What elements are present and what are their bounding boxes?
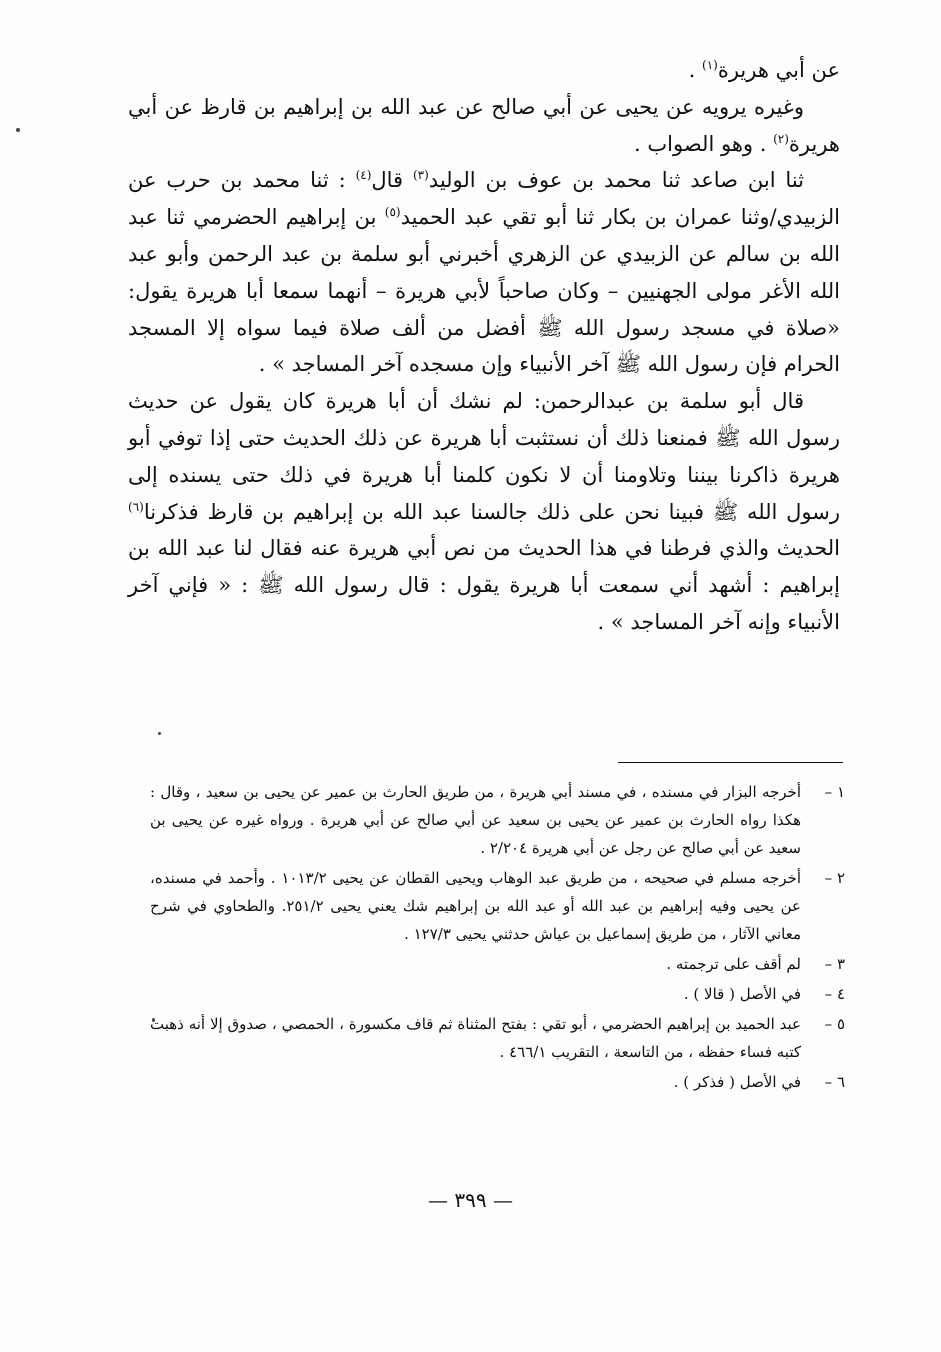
footnote-item [150, 1010, 845, 1066]
footnote-number: ٦ – [824, 1073, 845, 1091]
main-text [128, 52, 840, 641]
paragraph-text: الحديث والذي فرطنا في هذا الحديث من نص أبي هريرة عنه فقال لنا عبد الله بن إبراهيم : أشهد أني سمعت أبا هريرة يقول : قال رسول الله ﷺ : « فإني آخر الأنبياء وإنه آخر المساجد » . [128, 536, 840, 634]
paragraph [128, 162, 840, 383]
footnote-reference: (٦) [128, 499, 144, 514]
footnote-text: في الأصل ( فذكر ) . [673, 1073, 801, 1091]
footnote-number: ٢ – [824, 869, 845, 887]
footnote-text: أخرجه البزار في مسنده ، في مسند أبي هريرة ، من طريق الحارث بن عمير عن يحيى بن سعيد ، وقال : هكذا رواه الحارث بن عمير عن يحيى بن سعيد عن أبي صالح عن أبي هريرة . ورواه غيره عن يحيى بن سعيد عن أبي صالح عن رجل عن أبي هريرة ٢/٢٠٤ . [150, 783, 801, 857]
paragraph-text: . وهو الصواب . [634, 131, 774, 156]
footnote-item [150, 980, 845, 1008]
page-number: — ٣٩٩ — [428, 1188, 513, 1212]
paragraph-text: ثنا ابن صاعد ثنا محمد بن عوف بن الوليد [428, 168, 805, 193]
footnote-text: عبد الحميد بن إبراهيم الحضرمي ، أبو تقي : بفتح المثناة ثم قاف مكسورة ، الحمصي ، صدوق إلا أنه ذهبت كتبه فساء حفظه ، من التاسعة ، التقريب ٤٦٦/١ . [150, 1015, 801, 1061]
footnote-reference: (١) [702, 58, 718, 72]
paragraph [128, 383, 840, 641]
paragraph-text: عن أبي هريرة [717, 58, 840, 82]
footnote-number: ٣ – [824, 955, 845, 973]
footnote-item [150, 778, 845, 862]
scan-speck [158, 732, 161, 735]
footnote-item [150, 864, 845, 948]
footnote-reference: (٤) [355, 168, 372, 183]
paragraph-text: قال أبو سلمة بن عبدالرحمن: لم نشك أن أبا هريرة كان يقول عن حديث رسول الله ﷺ فمنعنا ذلك أن نستثبت أبا هريرة عن ذلك الحديث حتى إذا توفي أبو هريرة ذاكرنا بيننا وتلاومنا أن لا نكون كلمنا أبا هريرة في ذلك حتى يسنده إلى رسول الله ﷺ فبينا نحن على ذلك جالسنا عبد الله بن إبراهيم بن قارظ فذكرنا [128, 389, 840, 524]
footnote-item [150, 950, 845, 978]
paragraph-text: بن إبراهيم الحضرمي ثنا عبد الله بن سالم عن الزبيدي عن الزهري أخبرني أبو سلمة بن عبد الرحمن وأبو عبد الله الأغر مولى الجهنيين – وكان صاحباً لأبي هريرة – أنهما سمعا أبا هريرة يقول: «صلاة في مسجد رسول الله ﷺ أفضل من ألف صلاة فيما سواه إلا المسجد الحرام فإن رسول الله ﷺ آخر الأنبياء وإن مسجده آخر المساجد » . [128, 205, 841, 377]
footnote-number: ٤ – [824, 985, 845, 1003]
footnote-item [150, 1068, 845, 1096]
paragraph-text: : ثنا محمد بن حرب عن الزبيدي/وثنا عمران بن بكار ثنا أبو تقي عبد الحميد [128, 168, 840, 230]
footnote-reference: (٣) [412, 168, 429, 183]
footnote-text: في الأصل ( قالا ) . [683, 985, 801, 1003]
paragraph-text: وغيره يرويه عن يحيى عن أبي صالح عن عبد الله بن إبراهيم بن قارظ عن أبي هريرة [128, 94, 840, 156]
paragraph-text: قال [371, 168, 413, 193]
paragraph [128, 52, 840, 89]
paragraph [128, 89, 840, 163]
footnotes-section [150, 778, 845, 1098]
footnote-reference: (٢) [773, 131, 789, 146]
footnote-number: ١ – [824, 783, 845, 801]
scan-speck [16, 128, 20, 132]
footnote-reference: (٥) [384, 205, 401, 220]
footnote-text: أخرجه مسلم في صحيحه ، من طريق عبد الوهاب ويحيى القطان عن يحيى ١٠١٣/٢ . وأحمد في مسنده، عن يحيى وفيه إبراهيم بن عبد الله أو عبد الله بن إبراهيم شك يعني يحيى ٢٥١/٢. والطحاوي في شرح معاني الآثار ، من طريق إسماعيل بن عياش حدثني يحيى ١٢٧/٣ . [150, 869, 802, 943]
footnote-number: ٥ – [824, 1015, 845, 1033]
footnote-text: لم أقف على ترجمته . [666, 955, 801, 973]
footnote-divider [618, 762, 843, 763]
paragraph-text: . [688, 58, 703, 82]
